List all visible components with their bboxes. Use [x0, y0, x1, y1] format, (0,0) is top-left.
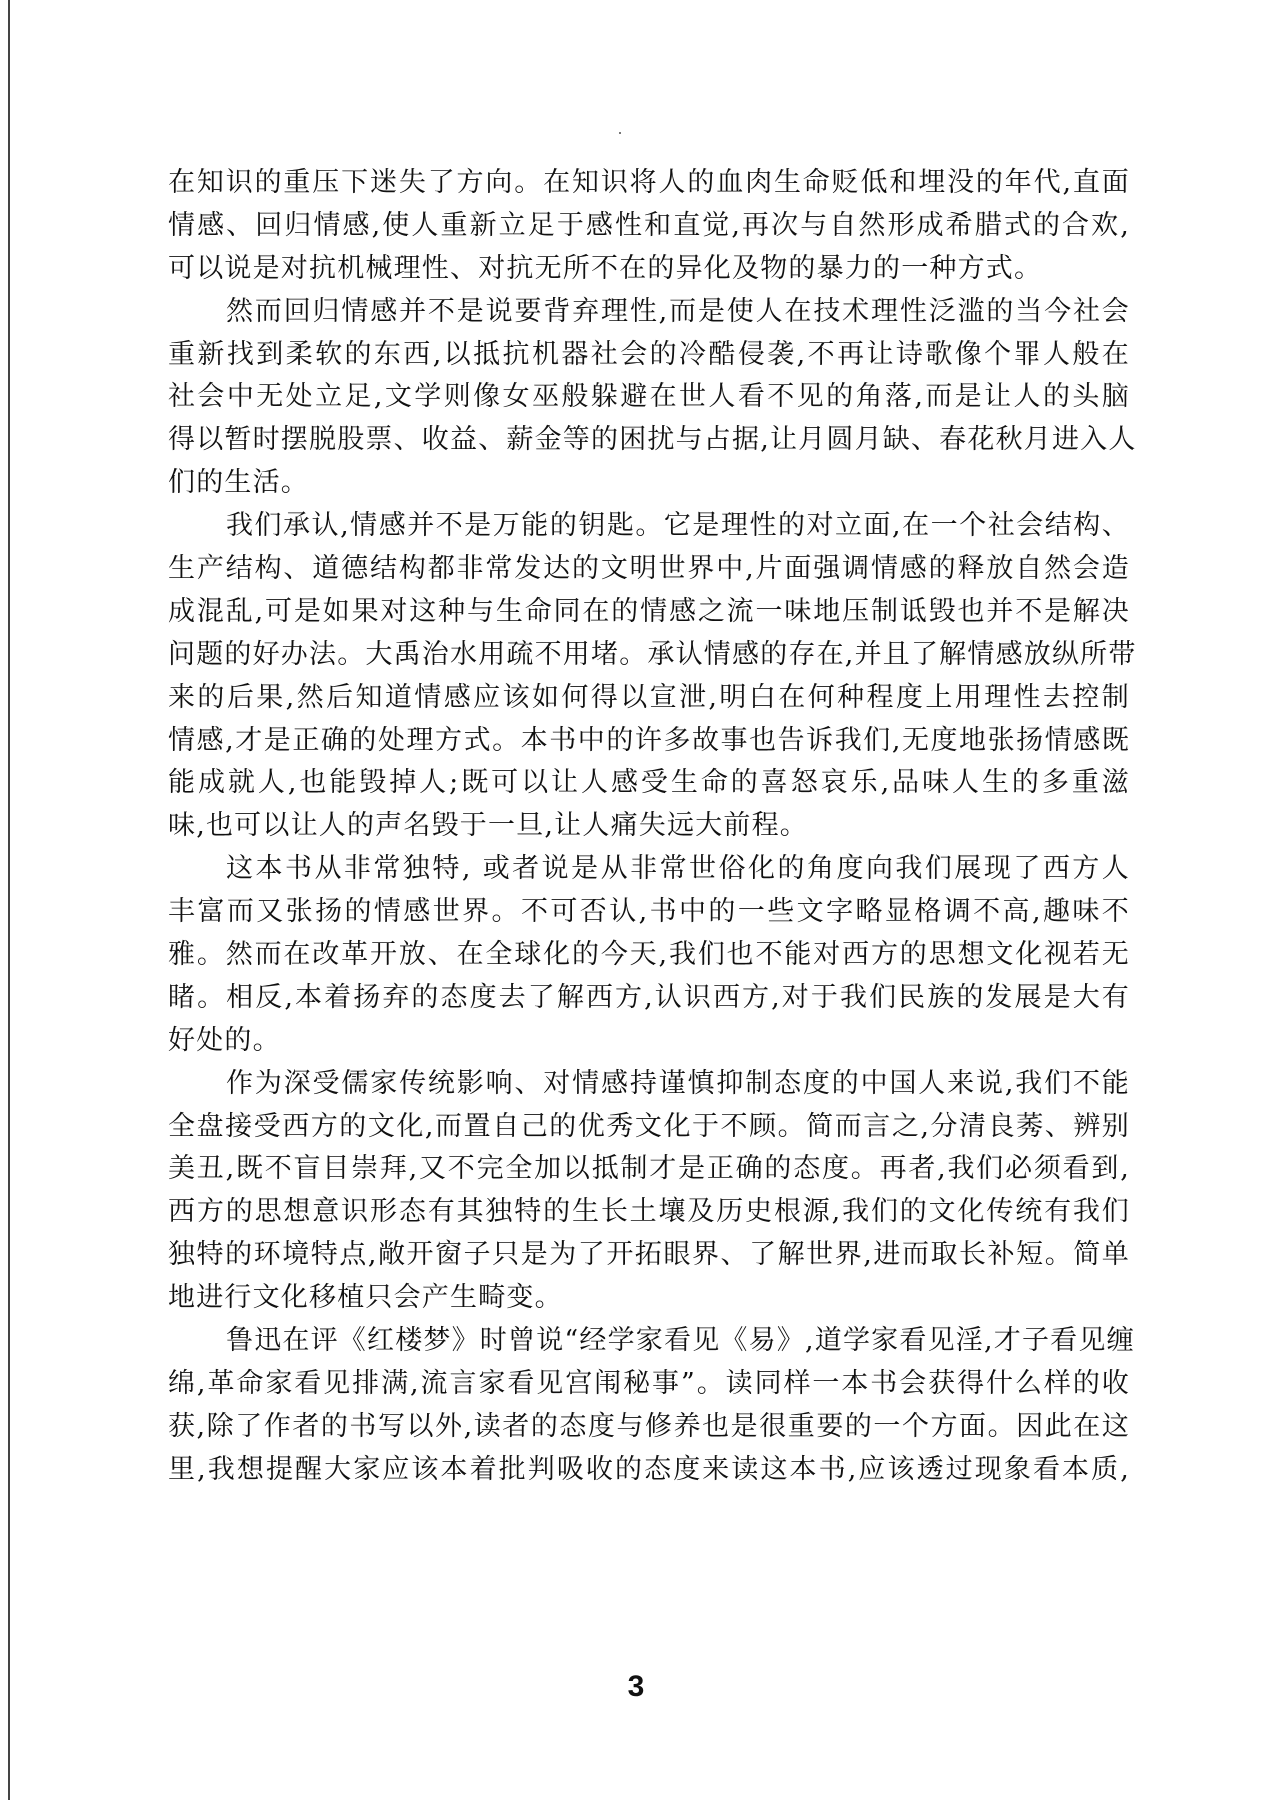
text-line: 问题的好办法。大禹治水用疏不用堵。承认情感的存在,并且了解情感放纵所带 — [168, 638, 1137, 670]
text-line: 全盘接受西方的文化,而置自己的优秀文化于不顾。简而言之,分清良莠、辨别 — [168, 1110, 1130, 1142]
text-line: 绵,革命家看见排满,流言家看见宫闱秘事”。读同样一本书会获得什么样的收 — [168, 1367, 1130, 1399]
text-line: 能成就人,也能毁掉人;既可以让人感受生命的喜怒哀乐,品味人生的多重滋 — [168, 767, 1130, 799]
text-line: 好处的。 — [168, 1024, 281, 1056]
text-line: 在知识的重压下迷失了方向。在知识将人的血肉生命贬低和埋没的年代,直面 — [168, 167, 1130, 198]
text-line: 情感,才是正确的处理方式。本书中的许多故事也告诉我们,无度地张扬情感既 — [168, 724, 1130, 756]
paragraph-first-line: 这本书从非常独特, 或者说是从非常世俗化的角度向我们展现了西方人 — [226, 853, 1130, 885]
text-line: 独特的环境特点,敞开窗子只是为了开拓眼界、了解世界,进而取长补短。简单 — [168, 1239, 1130, 1271]
page-left-edge — [8, 0, 10, 1800]
scan-speck — [619, 132, 621, 134]
text-line: 们的生活。 — [168, 467, 309, 499]
page-number: 3 — [627, 1670, 645, 1703]
body-text — [168, 162, 1137, 1492]
text-line: 西方的思想意识形态有其独特的生长土壤及历史根源,我们的文化传统有我们 — [168, 1196, 1130, 1228]
text-line: 社会中无处立足,文学则像女巫般躲避在世人看不见的角落,而是让人的头脑 — [168, 381, 1130, 413]
text-line: 可以说是对抗机械理性、对抗无所不在的异化及物的暴力的一种方式。 — [168, 252, 1043, 284]
text-line: 丰富而又张扬的情感世界。不可否认,书中的一些文字略显格调不高,趣味不 — [168, 896, 1130, 928]
text-line: 来的后果,然后知道情感应该如何得以宣泄,明白在何种程度上用理性去控制 — [168, 681, 1130, 713]
text-line: 地进行文化移植只会产生畸变。 — [168, 1282, 563, 1314]
paragraph-first-line: 然而回归情感并不是说要背弃理性,而是使人在技术理性泛滥的当今社会 — [226, 295, 1130, 327]
text-line: 成混乱,可是如果对这种与生命同在的情感之流一味地压制诋毁也并不是解决 — [168, 595, 1130, 627]
paragraph-first-line: 作为深受儒家传统影响、对情感持谨慎抑制态度的中国人来说,我们不能 — [226, 1067, 1130, 1099]
text-line: 雅。然而在改革开放、在全球化的今天,我们也不能对西方的思想文化视若无 — [168, 939, 1130, 971]
text-line: 获,除了作者的书写以外,读者的态度与修养也是很重要的一个方面。因此在这 — [168, 1410, 1130, 1442]
text-line: 重新找到柔软的东西,以抵抗机器社会的冷酷侵袭,不再让诗歌像个罪人般在 — [168, 338, 1130, 370]
paragraph-first-line: 鲁迅在评《红楼梦》时曾说“经学家看见《易》,道学家看见淫,才子看见缠 — [226, 1325, 1135, 1357]
text-line: 睹。相反,本着扬弃的态度去了解西方,认识西方,对于我们民族的发展是大有 — [168, 981, 1130, 1013]
text-line: 味,也可以让人的声名毁于一旦,让人痛失远大前程。 — [168, 810, 808, 842]
text-line: 情感、回归情感,使人重新立足于感性和直觉,再次与自然形成希腊式的合欢, — [168, 209, 1130, 241]
text-line: 里,我想提醒大家应该本着批判吸收的态度来读这本书,应该透过现象看本质, — [168, 1453, 1130, 1485]
text-line: 生产结构、道德结构都非常发达的文明世界中,片面强调情感的释放自然会造 — [168, 553, 1130, 585]
text-line: 得以暂时摆脱股票、收益、薪金等的困扰与占据,让月圆月缺、春花秋月进入人 — [168, 424, 1137, 456]
paragraph-first-line: 我们承认,情感并不是万能的钥匙。它是理性的对立面,在一个社会结构、 — [226, 510, 1130, 542]
text-line: 美丑,既不盲目崇拜,又不完全加以抵制才是正确的态度。再者,我们必须看到, — [168, 1153, 1130, 1185]
